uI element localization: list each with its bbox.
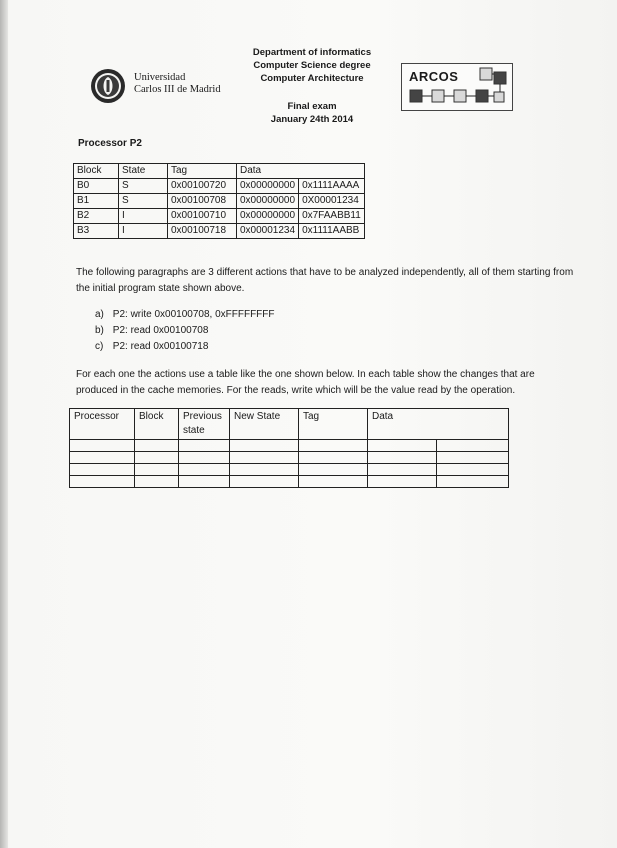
arcos-logo — [401, 63, 513, 111]
table-row — [70, 464, 509, 476]
cell-data-2: 0x1111AAAA — [299, 179, 365, 194]
list-item-label: b) — [95, 325, 104, 336]
exam-header — [230, 100, 394, 126]
cell-state: S — [119, 179, 168, 194]
list-item-label: c) — [95, 341, 104, 352]
instructions-paragraph: The following paragraphs are 3 different actions that have to be analyzed independently, all of them starting from the initial program state shown above. — [76, 267, 574, 294]
cell-tag: 0x00100720 — [168, 179, 237, 194]
cell-block: B2 — [74, 209, 119, 224]
list-item-text: P2: read 0x00100708 — [112, 325, 209, 336]
table-row — [74, 194, 365, 209]
col-new-state: New State — [230, 409, 299, 440]
cell-tag: 0x00100710 — [168, 209, 237, 224]
list-item-text: P2: read 0x00100718 — [112, 341, 209, 352]
answer-template-table — [69, 408, 509, 488]
col-processor: Processor — [70, 409, 135, 440]
exam-title: Final exam — [287, 101, 337, 112]
col-state: State — [119, 164, 168, 179]
department-text: Department of informatics — [252, 47, 372, 58]
table-row — [74, 179, 365, 194]
col-tag: Tag — [299, 409, 368, 440]
cell-block: B1 — [74, 194, 119, 209]
list-item — [95, 307, 275, 323]
university-name — [134, 72, 221, 96]
cell-data-1: 0x00000000 — [237, 194, 299, 209]
cell-data-2: 0X00001234 — [299, 194, 365, 209]
col-tag: Tag — [168, 164, 237, 179]
course-text: Computer Architecture — [260, 73, 364, 84]
list-item — [95, 323, 275, 339]
table-row — [70, 440, 509, 452]
arcos-network-icon — [402, 64, 512, 110]
scan-edge-shadow — [0, 0, 8, 848]
processor-title: Processor P2 — [78, 138, 142, 149]
table-instructions-paragraph: For each one the actions use a table like the one shown below. In each table show the changes that are produced in the cache memories. For the reads, write which will be the value read by the operation. — [76, 369, 535, 396]
exam-date: January 24th 2014 — [270, 114, 354, 125]
col-data: Data — [237, 164, 365, 179]
table-header-row — [70, 409, 509, 440]
table-row — [70, 452, 509, 464]
cell-data-1: 0x00000000 — [237, 179, 299, 194]
col-block: Block — [74, 164, 119, 179]
uc3m-logo-icon — [90, 68, 126, 104]
cell-data-1: 0x00001234 — [237, 224, 299, 239]
table-row — [74, 209, 365, 224]
cell-tag: 0x00100708 — [168, 194, 237, 209]
university-line1: Universidad — [134, 72, 186, 83]
cell-state: I — [119, 209, 168, 224]
degree-text: Computer Science degree — [253, 60, 371, 71]
cell-state: I — [119, 224, 168, 239]
col-previous-state: Previous state — [179, 409, 230, 440]
list-item-text: P2: write 0x00100708, 0xFFFFFFFF — [112, 309, 275, 320]
cell-block: B0 — [74, 179, 119, 194]
course-header — [230, 46, 394, 85]
col-block: Block — [135, 409, 179, 440]
list-item-label: a) — [95, 309, 104, 320]
cell-data-2: 0x7FAABB11 — [299, 209, 365, 224]
col-data: Data — [368, 409, 509, 440]
university-line2: Carlos III de Madrid — [134, 84, 221, 95]
cell-state: S — [119, 194, 168, 209]
table-header-row — [74, 164, 365, 179]
table-row — [74, 224, 365, 239]
cache-state-table — [73, 163, 365, 239]
cell-data-2: 0x1111AABB — [299, 224, 365, 239]
cell-tag: 0x00100718 — [168, 224, 237, 239]
table-row — [70, 476, 509, 488]
list-item — [95, 339, 275, 355]
cell-data-1: 0x00000000 — [237, 209, 299, 224]
actions-list — [95, 307, 275, 355]
cell-block: B3 — [74, 224, 119, 239]
arcos-logo-text: ARCOS — [409, 69, 459, 84]
